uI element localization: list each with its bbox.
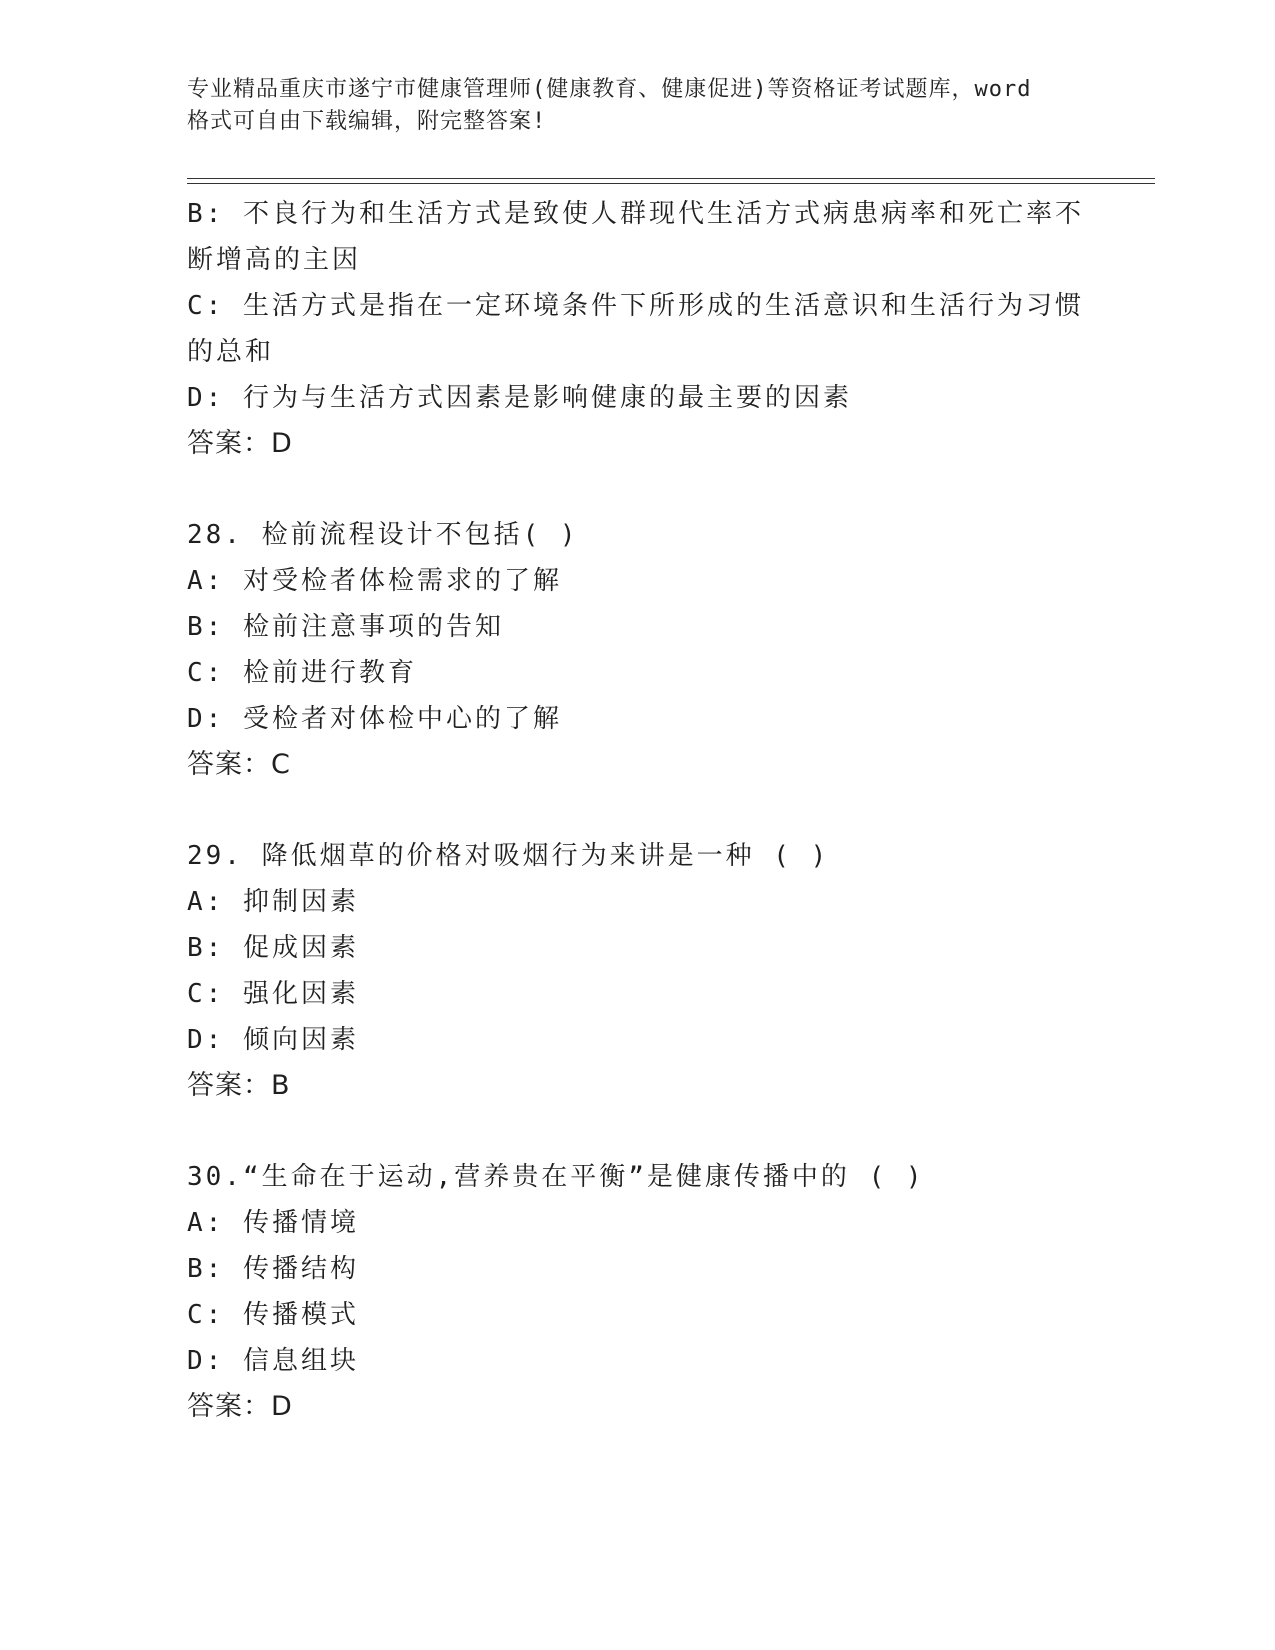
option-d: D: 倾向因素 (187, 1025, 359, 1055)
answer: 答案：B (187, 1070, 291, 1101)
option-c: C: 强化因素 (187, 979, 359, 1009)
option-d: D: 行为与生活方式因素是影响健康的最主要的因素 (187, 383, 852, 413)
option-c-line-2: 的总和 (187, 337, 275, 367)
header-divider-bottom (187, 183, 1155, 184)
option-b-line-2: 断增高的主因 (187, 245, 362, 275)
option-c-line-1: C: 生活方式是指在一定环境条件下所形成的生活意识和生活行为习惯 (187, 291, 1084, 321)
answer: 答案：C (187, 749, 291, 780)
option-c: C: 检前进行教育 (187, 658, 417, 688)
option-d: D: 受检者对体检中心的了解 (187, 704, 562, 734)
header-line-1: 专业精品重庆市遂宁市健康管理师(健康教育、健康促进)等资格证考试题库，word (187, 77, 1032, 102)
question-stem: 30.“生命在于运动,营养贵在平衡”是健康传播中的 ( ) (187, 1162, 925, 1192)
option-d: D: 信息组块 (187, 1346, 359, 1376)
option-b-line-1: B: 不良行为和生活方式是致使人群现代生活方式病患病率和死亡率不 (187, 199, 1084, 229)
spacer (187, 788, 1087, 833)
question-content (187, 191, 1087, 1430)
question-28 (187, 512, 1087, 788)
option-a: A: 传播情境 (187, 1208, 359, 1238)
spacer (187, 1109, 1087, 1154)
option-c: C: 传播模式 (187, 1300, 359, 1330)
option-b: B: 传播结构 (187, 1254, 359, 1284)
question-stem: 28. 检前流程设计不包括( ) (187, 520, 579, 550)
answer: 答案：D (187, 1391, 293, 1422)
question-30 (187, 1154, 1087, 1430)
option-a: A: 抑制因素 (187, 887, 359, 917)
header-divider-top (187, 178, 1155, 179)
page-header (187, 74, 1087, 138)
spacer (187, 467, 1087, 512)
answer: 答案：D (187, 428, 293, 459)
option-b: B: 检前注意事项的告知 (187, 612, 504, 642)
previous-question-tail (187, 191, 1087, 467)
header-line-2: 格式可自由下载编辑，附完整答案! (187, 109, 547, 134)
option-a: A: 对受检者体检需求的了解 (187, 566, 562, 596)
option-b: B: 促成因素 (187, 933, 359, 963)
question-29 (187, 833, 1087, 1109)
question-stem: 29. 降低烟草的价格对吸烟行为来讲是一种 ( ) (187, 841, 830, 871)
